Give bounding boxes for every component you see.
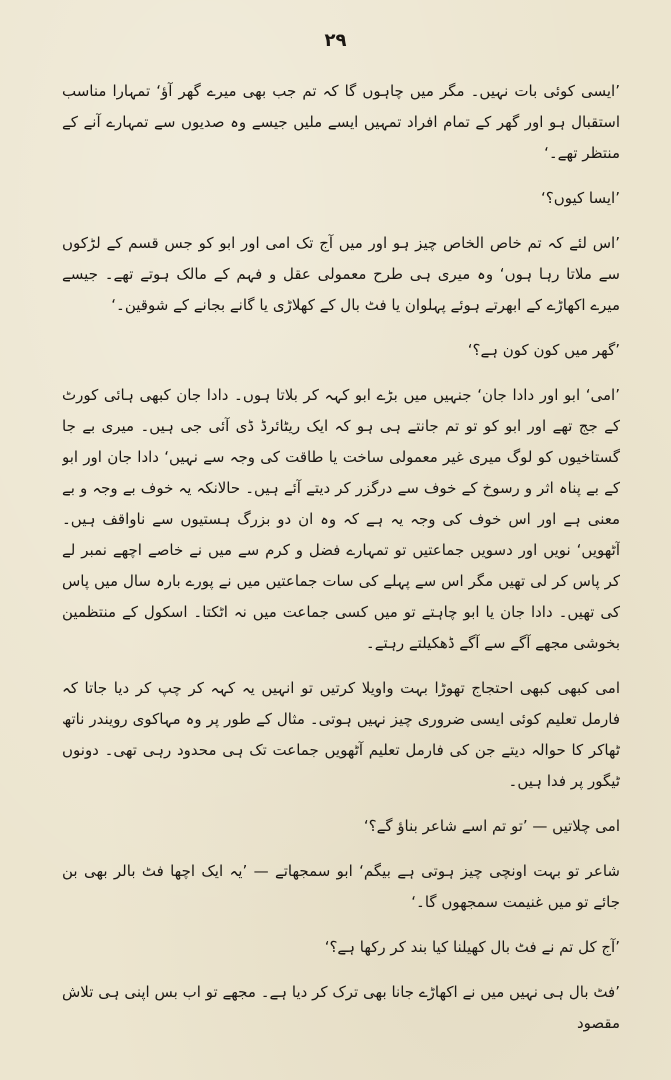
paragraph: ’امی‘ ابو اور دادا جان‘ جنہیں میں بڑے ابو کہہ کر بلاتا ہوں۔ دادا جان کبھی ہائی کورٹ کے جج تھے اور ابو کو تو تم جانتے ہی ہو کہ ایک ریٹائرڈ ڈی آئی جی ہیں۔ میری بے جا گستاخیوں کو لوگ میری غیر معمولی ساخت یا طاقت کی وجہ سے نہیں‘ دادا جان اور ابو کے بے پناہ اثر و رسوخ کے خوف سے درگزر کر دیتے آئے ہیں۔ حالانکہ یہ خوف بے وجہ و بے معنی ہے اور اس خوف کی وجہ یہ ہے کہ وہ ان دو بزرگ ہستیوں سے ناواقف ہیں۔ آٹھویں‘ نویں اور دسویں جماعتیں تو تمہارے فضل و کرم سے میں نے خاصے اچھے نمبر لے کر پاس کر لی تھیں مگر اس سے پہلے کی سات جماعتیں میں نے پورے بارہ سال میں پاس کی تھیں۔ دادا جان یا ابو چاہتے تو میں کسی جماعت میں نہ اٹکتا۔ اسکول کے منتظمین بخوشی مجھے آگے سے آگے ڈھکیلتے رہتے۔	[62, 386, 620, 652]
paragraph: ’گھر میں کون کون ہے؟‘	[467, 341, 620, 359]
paragraph: ’ایسا کیوں؟‘	[541, 189, 620, 207]
paragraph: ’اس لئے کہ تم خاص الخاص چیز ہو اور میں آج تک امی اور ابو کو جس قسم کے لڑکوں سے ملاتا رہا ہوں‘ وہ میری ہی طرح معمولی عقل و فہم کے مالک ہوتے تھے۔ جیسے میرے اکھاڑے کے ابھرتے ہوئے پہلوان یا فٹ بال کے کھلاڑی یا گانے بجانے کے شوقین۔‘	[62, 234, 620, 314]
page-number: ۲۹	[324, 30, 347, 51]
paragraph: ’آج کل تم نے فٹ بال کھیلنا کیا بند کر رکھا ہے؟‘	[324, 938, 620, 956]
paragraph: امی چلاتیں — ’تو تم اسے شاعر بناؤ گے؟‘	[363, 817, 620, 835]
paragraph: ’ایسی کوئی بات نہیں۔ مگر میں چاہوں گا کہ تم جب بھی میرے گھر آؤ‘ تمہارا مناسب استقبال ہو اور گھر کے تمام افراد تمہیں ایسے ملیں جیسے وہ صدیوں سے تمہارے آنے کے منتظر تھے۔‘	[62, 82, 620, 162]
paragraph: امی کبھی کبھی احتجاج تھوڑا بہت واویلا کرتیں تو انہیں یہ کہہ کر چپ کر دیا جاتا کہ فارمل تعلیم کوئی ایسی ضروری چیز نہیں ہوتی۔ مثال کے طور پر وہ مہاکوی رویندر ناتھ ٹھاکر کا حوالہ دیتے جن کی فارمل تعلیم آٹھویں جماعت تک ہی محدود رہی تھی۔ دونوں ٹیگور پر فدا ہیں۔	[62, 679, 620, 790]
paragraph: ’فٹ بال ہی نہیں میں نے اکھاڑے جانا بھی ترک کر دیا ہے۔ مجھے تو اب بس اپنی ہی تلاش مقصود	[62, 983, 620, 1032]
paragraph: شاعر تو بہت اونچی چیز ہوتی ہے بیگم‘ ابو سمجھاتے — ’یہ ایک اچھا فٹ بالر بھی بن جائے تو میں غنیمت سمجھوں گا۔‘	[62, 862, 620, 911]
page-body	[62, 76, 620, 1066]
